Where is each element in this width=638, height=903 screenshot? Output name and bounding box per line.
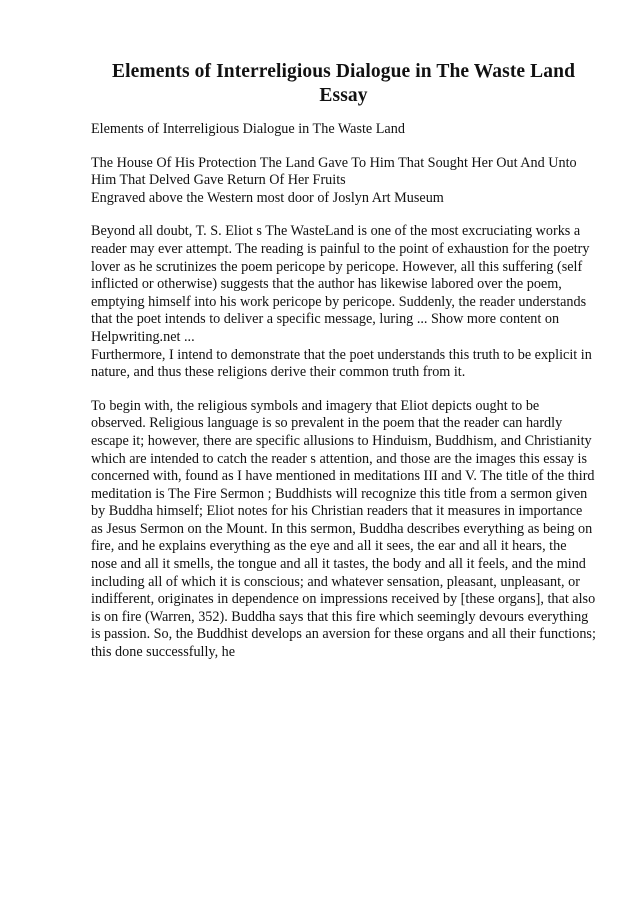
body-paragraph-1: Beyond all doubt, T. S. Eliot s The WasteLand is one of the most excruciating works a reader may ever attempt. The reading is painful to the point of exhaustion for the poetry lover as he scrutinizes the poem pericope by pericope. However, all this suffering (self inflicted or otherwise) suggests that the author has likewise labored over the poem, emptying himself into his work pericope by pericope. Suddenly, the reader understands that the poet intends to deliver a specific message, luring ... Show more content on Helpwriting.net ...	[91, 223, 590, 345]
epigraph-quote: The House Of His Protection The Land Gave To Him That Sought Her Out And Unto Him That Delved Gave Return Of Her Fruits	[91, 154, 577, 189]
body-paragraph-3: To begin with, the religious symbols and imagery that Eliot depicts ought to be observed. Religious language is so prevalent in the poem that the reader can hardly escape it; however, there are specific allusions to Hinduism, Buddhism, and Christianity which are intended to catch the reader s attention, and those are the images this essay is concerned with, found as I have mentioned in meditations III and V. The title of the third meditation is The Fire Sermon ; Buddhists will recognize this title from a sermon given by Buddha himself; Eliot notes for his Christian readers that it measures in importance as Jesus Sermon on the Mount. In this sermon, Buddha describes everything as being on fire, and he explains everything as the eye and all it sees, the ear and all it hears, the nose and all it smells, the tongue and all it tastes, the body and all it feels, and the mind including all of which it is conscious; and whatever sensation, pleasant, unpleasant, or indifferent, originates in dependence on impressions received by [these organs], that also is on fire (Warren, 352). Buddha says that this fire which seemingly devours everything is passion. So, the Buddhist develops an aversion for these organs and all their functions; this done successfully, he	[91, 397, 596, 661]
spacer	[91, 139, 596, 155]
epigraph-source: Engraved above the Western most door of Joslyn Art Museum	[91, 189, 444, 206]
document-subtitle: Elements of Interreligious Dialogue in The Waste Land	[91, 121, 405, 137]
document-title: Elements of Interreligious Dialogue in The Waste Land Essay	[111, 61, 576, 106]
body-paragraph-2: Furthermore, I intend to demonstrate that the poet understands this truth to be explicit in nature, and thus these religions derive their common truth from it.	[91, 346, 592, 381]
spacer	[91, 382, 596, 398]
document-page	[91, 60, 596, 662]
spacer	[91, 207, 596, 223]
